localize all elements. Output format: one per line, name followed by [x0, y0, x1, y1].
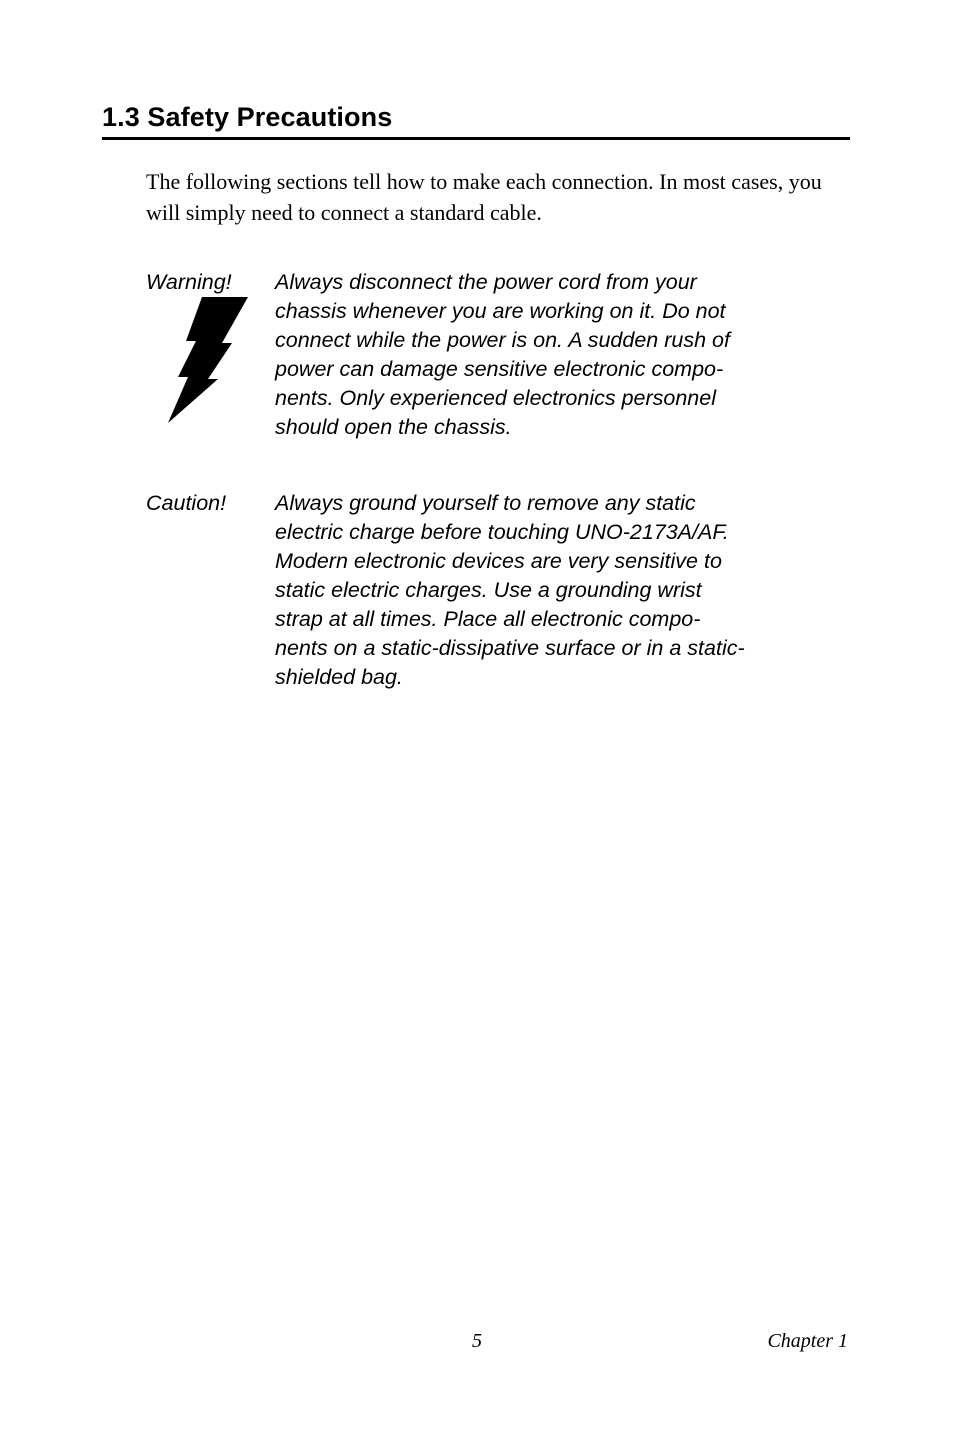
chapter-label: Chapter 1: [767, 1330, 848, 1352]
page-number: 5: [472, 1330, 482, 1352]
section-heading: 1.3 Safety Precautions: [102, 102, 393, 132]
intro-paragraph: The following sections tell how to make each connection. In most cases, you will simply need to connect a standard cable.: [146, 169, 822, 225]
warning-label: Warning!: [146, 270, 232, 294]
lightning-bolt-icon: [166, 297, 250, 423]
warning-text: Always disconnect the power cord from your chassis whenever you are working on it. Do not connect while the power is on. A sudden rush of power can damage sensitive electronic compo- nents. Only experienced electronics personnel should open the chassis.: [275, 270, 730, 439]
caution-text: Always ground yourself to remove any static electric charge before touching UNO-2173A/AF. Modern electronic devices are very sensitive to static electric charges. Use a grounding wrist strap at all times. Place all electronic compo- nents on a static-dissipative surface or in a static- shielded bag.: [275, 491, 745, 689]
caution-label: Caution!: [146, 491, 227, 515]
heading-divider: [102, 137, 850, 140]
